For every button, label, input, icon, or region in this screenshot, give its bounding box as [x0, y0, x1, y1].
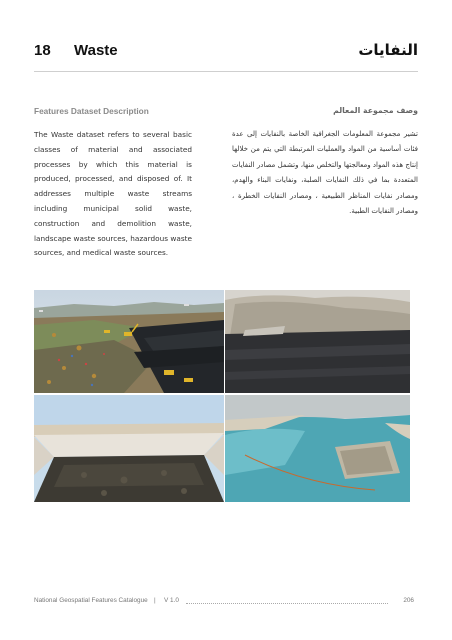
- footer-catalogue: National Geospatial Features Catalogue: [34, 597, 148, 604]
- page-header: [34, 42, 418, 64]
- footer-version: V 1.0: [164, 597, 179, 604]
- section-title-ar: وصف مجموعة المعالم: [333, 106, 418, 115]
- landfill-machinery-photo: [34, 290, 224, 393]
- section-title-en: Features Dataset Description: [34, 106, 149, 116]
- page-number: 206: [403, 597, 414, 604]
- page-footer: [34, 597, 418, 609]
- chapter-number: 18: [34, 42, 51, 59]
- chapter-title-ar: النفايات: [358, 41, 418, 59]
- footer-separator: |: [154, 597, 156, 604]
- landfill-liner-photo: [225, 290, 410, 393]
- body-text-en: The Waste dataset refers to several basic classes of material and associated processes by which this material is produced, processed, and disposed of. It addresses multiple waste streams including municipal solid waste, construction and demolition waste, landscape waste sources, hazardous waste sources, and medical waste sources.: [34, 130, 192, 258]
- body-text-ar: تشير مجموعة المعلومات الجغرافية الخاصة بالنفايات إلى عدة فئات أساسية من المواد والعمليات المرتبطة التي يتم من خلالها إنتاج هذه المواد ومعالجتها والتخلص منها، وتشمل مصادر النفايات المتعددة بما في ذلك النفايات الصلبة، ونفايات البناء والهدم، ومصادر نفايات المناظر الطبيعية ، ومصادر النفايات الخطرة ، ومصادر النفايات الطبية.: [232, 130, 418, 216]
- chapter-title-en: Waste: [74, 42, 118, 59]
- description-en: [34, 106, 192, 261]
- description-ar: [232, 106, 418, 219]
- landfill-cell-photo: [34, 395, 224, 502]
- header-divider: [34, 71, 418, 72]
- footer-leader-dots: [186, 603, 388, 604]
- coastal-site-photo: [225, 395, 410, 502]
